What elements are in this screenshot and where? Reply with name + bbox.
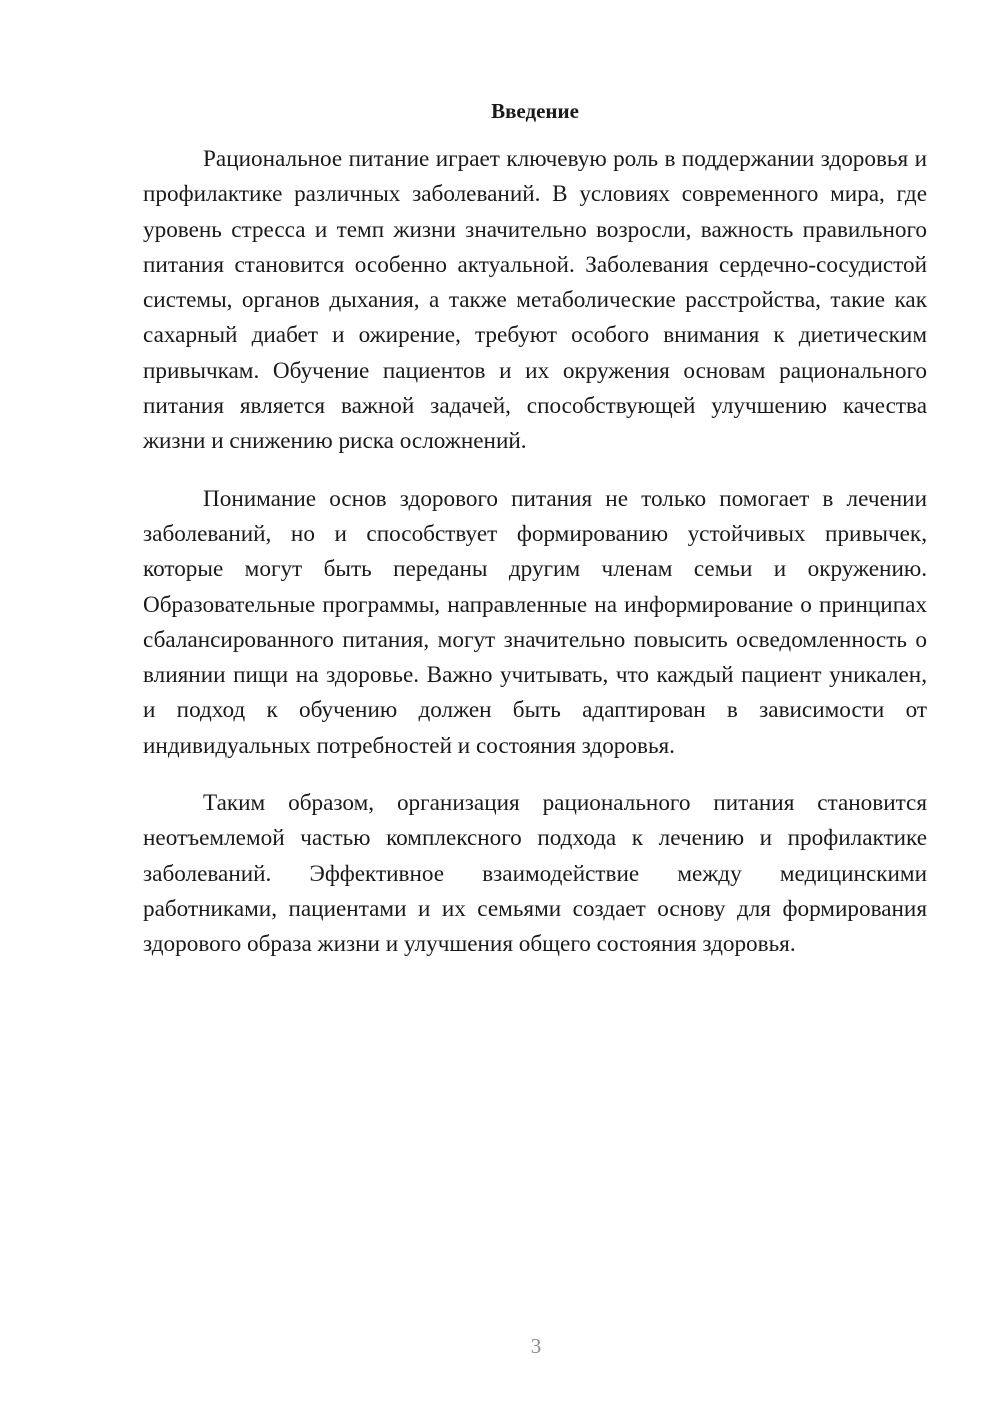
paragraph-3: Таким образом, организация рационального питания становится неотъемлемой частью комплексного подхода к лечению и профилактике заболеваний. Эффективное взаимодействие между медицинскими работниками, пациентами и их семьями создает основу для формирования здорового образа жизни и улучшения общего состояния здоровья. — [143, 790, 927, 958]
paragraph-1: Рациональное питание играет ключевую роль в поддержании здоровья и профилактике различных заболеваний. В условиях современного мира, где уровень стресса и темп жизни значительно возросли, важность правильного питания становится особенно актуальной. Заболевания сердечно-сосудистой системы, органов дыхания, а также метаболические расстройства, такие как сахарный диабет и ожирение, требуют особого внимания к диетическим привычкам. Обучение пациентов и их окружения основам рационального питания является важной задачей, способствующей улучшению качества жизни и снижению риска осложнений. — [143, 146, 927, 455]
page-content — [143, 96, 927, 963]
paragraph-2: Понимание основ здорового питания не только помогает в лечении заболеваний, но и способствует формированию устойчивых привычек, которые могут быть переданы другим членам семьи и окружению. Образовательные программы, направленные на информирование о принципах сбалансированного питания, могут значительно повысить осведомленность о влиянии пищи на здоровье. Важно учитывать, что каждый пациент уникален, и подход к обучению должен быть адаптирован в зависимости от индивидуальных потребностей и состояния здоровья. — [143, 485, 927, 759]
page-number: 3 — [530, 1334, 542, 1358]
section-title: Введение — [491, 99, 579, 123]
